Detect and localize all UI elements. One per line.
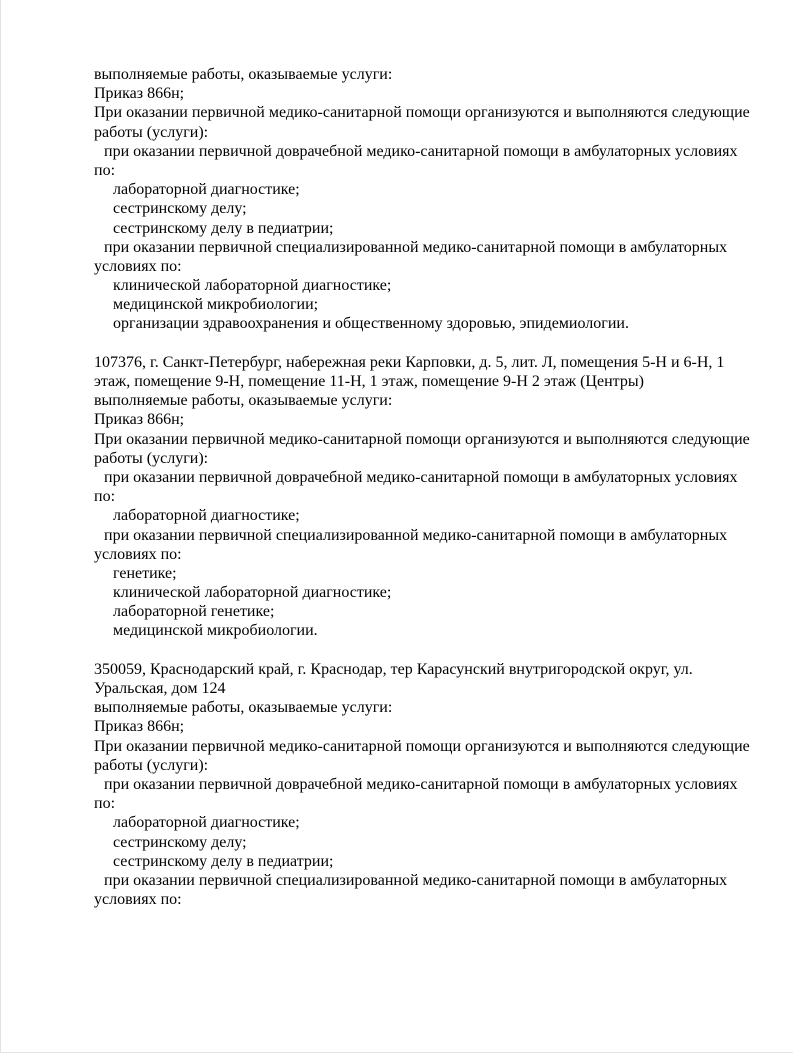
text-line: клинической лабораторной диагностике; (113, 584, 392, 602)
text-line: клинической лабораторной диагностике; (113, 277, 392, 295)
text-line: При оказании первичной медико-санитарной помощи организуются и выполняются следующие (94, 430, 750, 448)
text-line: при оказании первичной специализированной медико-санитарной помощи в амбулаторных (104, 526, 728, 544)
text-line: условиях по: (94, 257, 182, 275)
text-line: лабораторной диагностике; (113, 814, 300, 832)
text-line: организации здравоохранения и общественному здоровью, эпидемиологии. (113, 315, 629, 333)
text-line: по: (94, 488, 116, 506)
services-block-3 (94, 660, 754, 909)
text-line: при оказании первичной доврачебной медико-санитарной помощи в амбулаторных условиях (104, 775, 738, 793)
text-line: выполняемые работы, оказываемые услуги: (94, 699, 393, 717)
text-line: по: (94, 161, 116, 179)
text-line: лабораторной генетике; (113, 603, 275, 621)
text-line: 107376, г. Санкт-Петербург, набережная реки Карповки, д. 5, лит. Л, помещения 5-Н и 6-Н, 1 (94, 353, 725, 371)
document-text (94, 65, 754, 909)
text-line: при оказании первичной доврачебной медико-санитарной помощи в амбулаторных условиях (104, 142, 738, 160)
text-line: медицинской микробиологии; (113, 296, 319, 314)
text-line: сестринскому делу в педиатрии; (113, 219, 334, 237)
text-line: выполняемые работы, оказываемые услуги: (94, 66, 393, 83)
text-line: Приказ 866н; (94, 718, 185, 736)
text-line: работы (услуги): (94, 756, 209, 774)
text-line: при оказании первичной специализированной медико-санитарной помощи в амбулаторных (104, 238, 728, 256)
text-line: по: (94, 795, 116, 813)
text-line: Уральская, дом 124 (94, 680, 226, 697)
text-line: сестринскому делу; (113, 833, 247, 851)
services-block-1 (94, 65, 754, 334)
text-line: лабораторной диагностике; (113, 181, 300, 199)
text-line: Приказ 866н; (94, 411, 185, 429)
text-line: работы (услуги): (94, 449, 209, 467)
text-line: При оказании первичной медико-санитарной помощи организуются и выполняются следующие (94, 737, 750, 755)
section-separator (94, 641, 754, 660)
text-line: лабораторной диагностике; (113, 507, 300, 525)
text-line: этаж, помещение 9-Н, помещение 11-Н, 1 этаж, помещение 9-Н 2 этаж (Центры) (94, 373, 644, 390)
text-line: условиях по: (94, 891, 182, 909)
text-line: генетике; (113, 564, 177, 582)
text-line: сестринскому делу в педиатрии; (113, 852, 334, 870)
text-line: сестринскому делу; (113, 200, 247, 218)
text-line: выполняемые работы, оказываемые услуги: (94, 392, 393, 410)
text-line: работы (услуги): (94, 123, 209, 141)
text-line: условиях по: (94, 545, 182, 563)
text-line: при оказании первичной специализированной медико-санитарной помощи в амбулаторных (104, 871, 728, 889)
text-line: При оказании первичной медико-санитарной помощи организуются и выполняются следующие (94, 104, 750, 122)
text-line: медицинской микробиологии. (113, 622, 318, 640)
text-line: при оказании первичной доврачебной медико-санитарной помощи в амбулаторных условиях (104, 468, 738, 486)
text-line: Приказ 866н; (94, 85, 185, 103)
text-line: 350059, Краснодарский край, г. Краснодар, тер Карасунский внутригородской округ, ул. (94, 660, 693, 678)
services-block-2 (94, 353, 754, 641)
section-separator (94, 334, 754, 353)
